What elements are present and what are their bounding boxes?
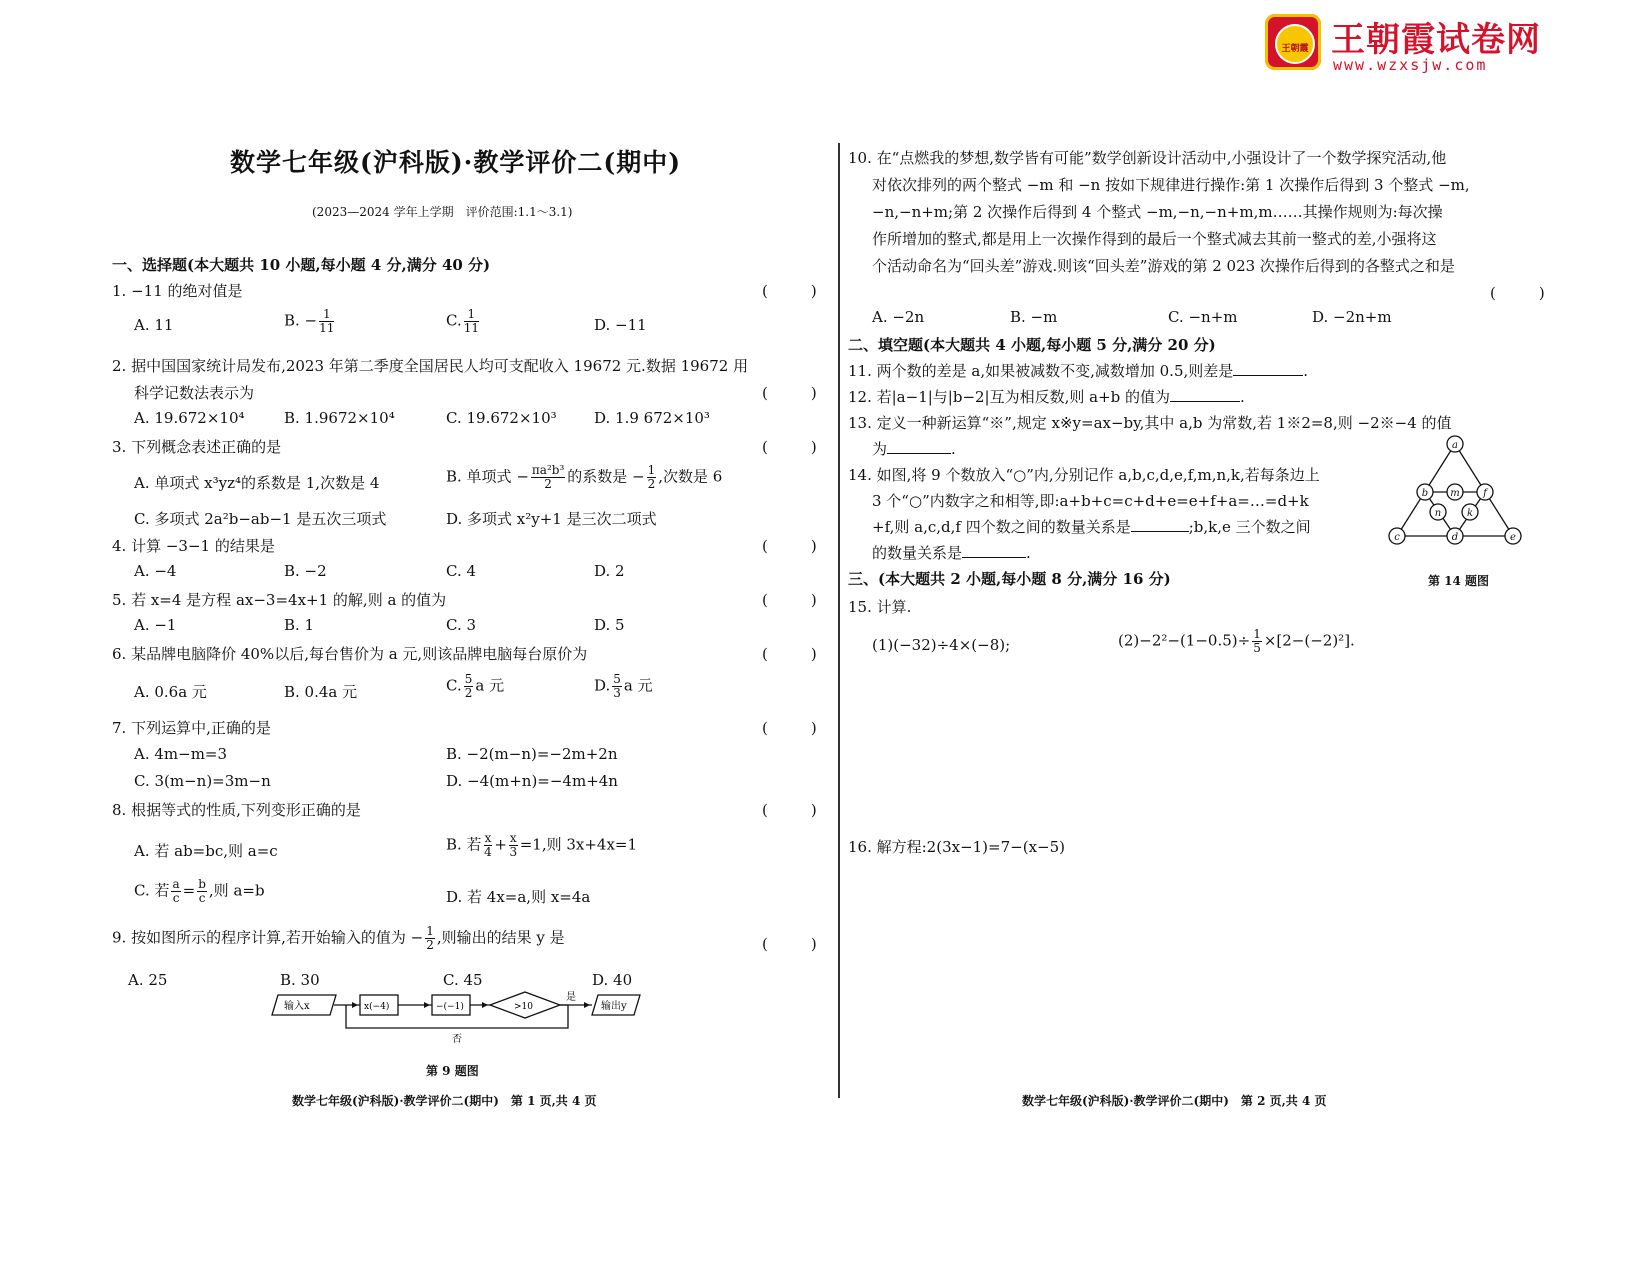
q3-stem: 3. 下列概念表述正确的是	[112, 438, 282, 456]
footer-right: 数学七年级(沪科版)·教学评价二(期中) 第 2 页,共 4 页	[1022, 1094, 1327, 1108]
q15-part1: (1)(−32)÷4×(−8);	[872, 636, 1011, 654]
flow-step2-label: −(−1)	[436, 1002, 464, 1012]
tri-label-b: b	[1421, 488, 1429, 499]
q1-option-b: B. − $\frac{1}{11}$	[284, 307, 335, 335]
q5-option-b: B. 1	[284, 616, 315, 634]
q8-stem: 8. 根据等式的性质,下列变形正确的是	[112, 801, 361, 819]
q4-option-a: A. −4	[134, 562, 177, 580]
q9-option-a: A. 25	[128, 971, 168, 989]
tri-label-e: e	[1510, 532, 1516, 543]
q1-answer-paren: ( )	[762, 282, 831, 300]
q2-stem-line2: 科学记数法表示为	[134, 384, 255, 402]
q7-stem: 7. 下列运算中,正确的是	[112, 719, 271, 737]
q2-option-b: B. 1.9672×10⁴	[284, 409, 395, 427]
q5-answer-paren: ( )	[762, 591, 831, 609]
page-subtitle: (2023—2024 学年上学期 评价范围:1.1～3.1)	[312, 205, 573, 219]
q6-option-c: C. $\frac{5}{2}$ a 元	[446, 672, 505, 700]
brand-logo	[1265, 10, 1595, 75]
column-divider	[838, 143, 840, 1098]
q9-option-b: B. 30	[280, 971, 320, 989]
q7-option-b: B. −2(m−n)=−2m+2n	[446, 745, 618, 763]
q13-line1: 13. 定义一种新运算“※”,规定 x※y=ax−by,其中 a,b 为常数,若 1※2=8,则 −2※−4 的值	[848, 414, 1452, 432]
q7-option-a: A. 4m−m=3	[134, 745, 228, 763]
q14-blank1[interactable]	[1131, 531, 1189, 532]
q10-line5: 个活动命名为“回头差”游戏.则该“回头差”游戏的第 2 023 次操作后得到的各整式之和是	[872, 257, 1455, 275]
flow-output-label: 输出y	[601, 1001, 627, 1012]
q7-option-d: D. −4(m+n)=−4m+4n	[446, 772, 618, 790]
q5-stem: 5. 若 x=4 是方程 ax−3=4x+1 的解,则 a 的值为	[112, 591, 447, 609]
q8-option-b: B. 若 $\frac{x}{4}$ + $\frac{x}{3}$ =1,则 3x+4x=1	[446, 831, 638, 859]
tri-label-d: d	[1451, 532, 1459, 543]
q6-stem: 6. 某品牌电脑降价 40%以后,每台售价为 a 元,则该品牌电脑每台原价为	[112, 645, 588, 663]
q14-triangle-figure	[1385, 432, 1525, 547]
q5-option-a: A. −1	[134, 616, 177, 634]
tri-label-n: n	[1434, 508, 1442, 519]
q14-line4: 的数量关系是 .	[872, 544, 1031, 562]
q9-option-c: C. 45	[443, 971, 483, 989]
q14-line2: 3 个“○”内数字之和相等,即:a+b+c=c+d+e=e+f+a=…=d+k	[872, 492, 1309, 510]
q2-answer-paren: ( )	[762, 384, 831, 402]
q10-option-c: C. −n+m	[1168, 308, 1238, 326]
q4-answer-paren: ( )	[762, 537, 831, 555]
q2-option-c: C. 19.672×10³	[446, 409, 557, 427]
q10-option-b: B. −m	[1010, 308, 1058, 326]
seal-text: 王朝霞	[1281, 44, 1309, 54]
q2-stem-line1: 2. 据中国国家统计局发布,2023 年第二季度全国居民人均可支配收入 19672 元.数据 19672 用	[112, 357, 749, 375]
q13-blank[interactable]	[887, 453, 951, 454]
q11-text: 11. 两个数的差是 a,如果被减数不变,减数增加 0.5,则差是 .	[848, 362, 1309, 380]
q6-option-d: D. $\frac{5}{3}$ a 元	[594, 672, 653, 700]
tri-label-a: a	[1452, 440, 1458, 451]
flow-input-label: 输入x	[284, 1001, 310, 1012]
q16-stem: 16. 解方程:2(3x−1)=7−(x−5)	[848, 838, 1065, 856]
q10-option-a: A. −2n	[872, 308, 925, 326]
page-title: 数学七年级(沪科版)·教学评价二(期中)	[230, 148, 682, 177]
q3-option-d: D. 多项式 x²y+1 是三次二项式	[446, 510, 657, 528]
section3-title: 三、(本大题共 2 小题,每小题 8 分,满分 16 分)	[848, 570, 1171, 588]
q10-line3: −n,−n+m;第 2 次操作后得到 4 个整式 −m,−n,−n+m,m……其操作规则为:每次操	[872, 203, 1443, 221]
q13-line2: 为 .	[872, 440, 956, 458]
flow-condition-label: >10	[514, 1002, 533, 1012]
q3-answer-paren: ( )	[762, 438, 831, 456]
q9-stem: 9. 按如图所示的程序计算,若开始输入的值为 − $\frac{1}{2}$ ,则输出的结果 y 是	[112, 924, 565, 952]
q6-option-b: B. 0.4a 元	[284, 683, 358, 701]
tri-label-k: k	[1466, 508, 1474, 519]
q1-option-c: C. $\frac{1}{11}$	[446, 307, 479, 335]
q12-blank[interactable]	[1170, 401, 1240, 402]
q8-option-c: C. 若 $\frac{a}{c}$ = $\frac{b}{c}$ ,则 a=b	[134, 877, 265, 905]
tri-label-c: c	[1394, 532, 1400, 543]
q9-option-d: D. 40	[592, 971, 633, 989]
q4-option-c: C. 4	[446, 562, 477, 580]
q9-flowchart	[270, 990, 650, 1050]
q10-line4: 作所增加的整式,都是用上一次操作得到的最后一个整式减去其前一整式的差,小强将这	[872, 230, 1437, 248]
q8-option-a: A. 若 ab=bc,则 a=c	[134, 842, 278, 860]
brand-url: www.wzxsjw.com	[1333, 56, 1488, 74]
q6-option-a: A. 0.6a 元	[134, 683, 207, 701]
q14-line3: +f,则 a,c,d,f 四个数之间的数量关系是 ;b,k,e 三个数之间	[872, 518, 1311, 536]
q10-option-d: D. −2n+m	[1312, 308, 1392, 326]
flow-step1-label: x(−4)	[364, 1002, 390, 1012]
q15-part2: (2)−2²−(1−0.5)÷ $\frac{1}{5}$ ×[2−(−2)²].	[1118, 627, 1355, 655]
tri-label-m: m	[1450, 488, 1460, 499]
flow-yes-label: 是	[566, 992, 576, 1003]
seal-icon	[1265, 14, 1321, 70]
q10-line2: 对依次排列的两个整式 −m 和 −n 按如下规律进行操作:第 1 次操作后得到 3 个整式 −m,	[872, 176, 1470, 194]
q7-option-c: C. 3(m−n)=3m−n	[134, 772, 271, 790]
flow-no-label: 否	[452, 1034, 462, 1045]
q3-option-c: C. 多项式 2a²b−ab−1 是五次三项式	[134, 510, 387, 528]
footer-left: 数学七年级(沪科版)·教学评价二(期中) 第 1 页,共 4 页	[292, 1094, 597, 1108]
q10-line1: 10. 在“点燃我的梦想,数学皆有可能”数学创新设计活动中,小强设计了一个数学探究活动,他	[848, 149, 1447, 167]
q15-stem: 15. 计算.	[848, 598, 912, 616]
q4-option-d: D. 2	[594, 562, 625, 580]
q14-figure-caption: 第 14 题图	[1428, 574, 1490, 588]
q3-option-b: B. 单项式 − $\frac{\text{πa²b³}}{2}$ 的系数是 − $\frac{1}{2}$ ,次数是 6	[446, 463, 723, 491]
q2-option-d: D. 1.9 672×10³	[594, 409, 710, 427]
section1-title: 一、选择题(本大题共 10 小题,每小题 4 分,满分 40 分)	[112, 256, 491, 274]
tri-label-f: f	[1483, 488, 1487, 499]
brand-name: 王朝霞试卷网	[1331, 20, 1541, 60]
q5-option-d: D. 5	[594, 616, 625, 634]
section2-title: 二、填空题(本大题共 4 小题,每小题 5 分,满分 20 分)	[848, 336, 1216, 354]
q1-option-d: D. −11	[594, 316, 647, 334]
q4-stem: 4. 计算 −3−1 的结果是	[112, 537, 275, 555]
q10-answer-paren: ( )	[1490, 284, 1559, 302]
q12-text: 12. 若|a−1|与|b−2|互为相反数,则 a+b 的值为 .	[848, 388, 1245, 406]
q14-blank2[interactable]	[962, 557, 1026, 558]
q3-option-a: A. 单项式 x³yz⁴的系数是 1,次数是 4	[134, 474, 380, 492]
q11-blank[interactable]	[1233, 375, 1303, 376]
q8-answer-paren: ( )	[762, 801, 831, 819]
q9-answer-paren: ( )	[762, 935, 831, 953]
q6-answer-paren: ( )	[762, 645, 831, 663]
q1-option-a: A. 11	[134, 316, 174, 334]
q1-stem: 1. −11 的绝对值是	[112, 282, 243, 300]
q8-option-d: D. 若 4x=a,则 x=4a	[446, 888, 591, 906]
q14-line1: 14. 如图,将 9 个数放入“○”内,分别记作 a,b,c,d,e,f,m,n,k,若每条边上	[848, 466, 1320, 484]
q4-option-b: B. −2	[284, 562, 327, 580]
q7-answer-paren: ( )	[762, 719, 831, 737]
q5-option-c: C. 3	[446, 616, 477, 634]
q9-figure-caption: 第 9 题图	[426, 1064, 479, 1078]
q2-option-a: A. 19.672×10⁴	[134, 409, 245, 427]
